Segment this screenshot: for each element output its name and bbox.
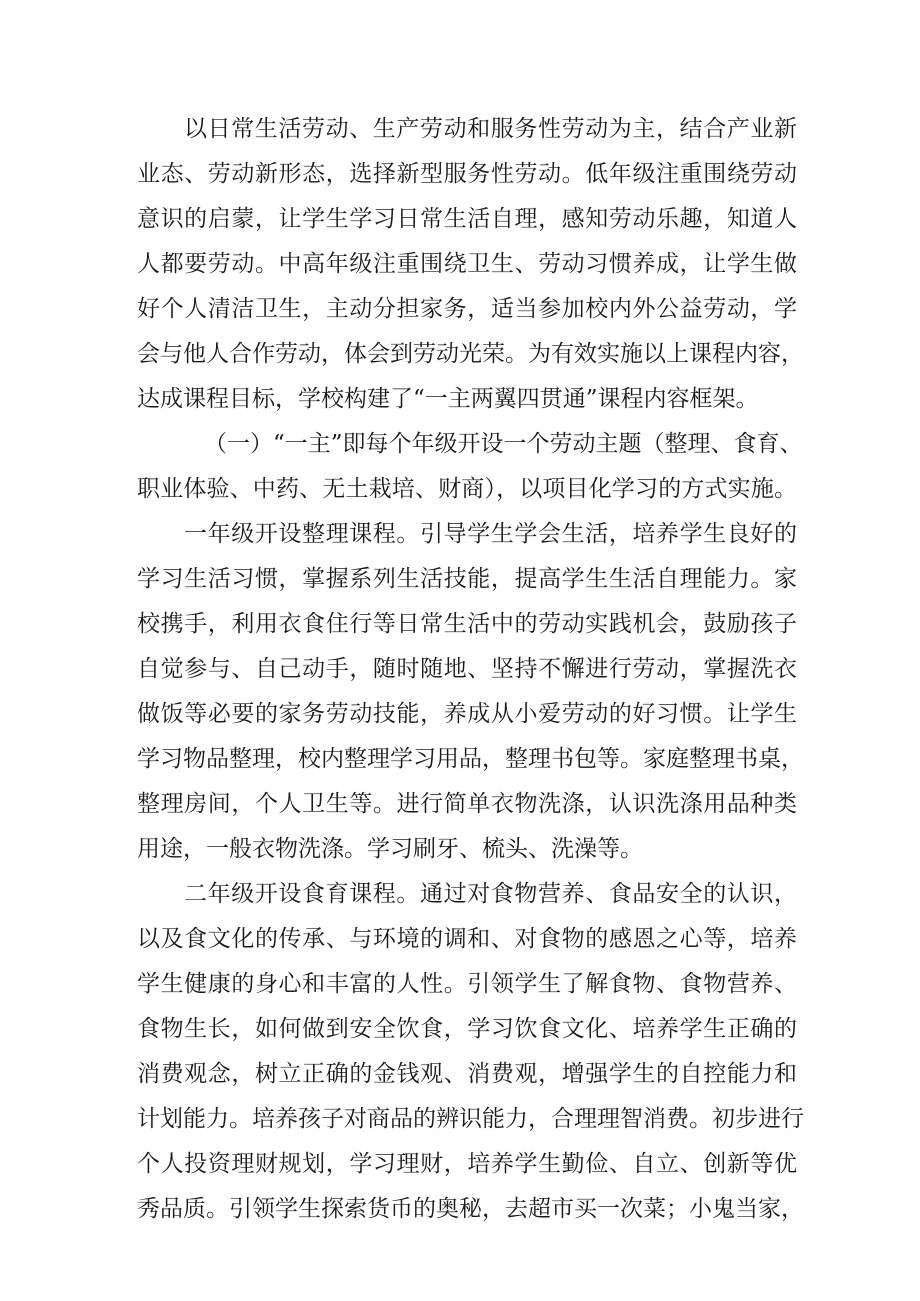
paragraph-3-line-5: 做饭等必要的家务劳动技能，养成从小爱劳动的好习惯。让学生	[137, 701, 797, 727]
paragraph-4-line-7: 个人投资理财规划，学习理财，培养学生勤俭、自立、创新等优	[137, 1151, 797, 1177]
paragraph-4-line-3: 学生健康的身心和丰富的人性。引领学生了解食物、食物营养、	[137, 971, 797, 997]
paragraph-1-line-6: 会与他人合作劳动，体会到劳动光荣。为有效实施以上课程内容，	[137, 341, 804, 367]
paragraph-3-line-2: 学习生活习惯，掌握系列生活技能，提高学生生活自理能力。家	[137, 566, 797, 592]
paragraph-1-line-7: 达成课程目标，学校构建了“一主两翼四贯通”课程内容框架。	[137, 386, 759, 412]
paragraph-3-line-3: 校携手，利用衣食住行等日常生活中的劳动实践机会，鼓励孩子	[137, 611, 797, 637]
paragraph-1-line-5: 好个人清洁卫生，主动分担家务，适当参加校内外公益劳动，学	[137, 296, 797, 322]
paragraph-1-line-4: 人都要劳动。中高年级注重围绕卫生、劳动习惯养成，让学生做	[137, 251, 797, 277]
paragraph-2-line-1: （一）“一主”即每个年级开设一个劳动主题（整理、食育、	[204, 431, 803, 457]
paragraph-1-line-1: 以日常生活劳动、生产劳动和服务性劳动为主，结合产业新	[184, 116, 797, 142]
paragraph-4-line-4: 食物生长，如何做到安全饮食，学习饮食文化、培养学生正确的	[137, 1016, 797, 1042]
paragraph-3-line-1: 一年级开设整理课程。引导学生学会生活，培养学生良好的	[184, 521, 797, 547]
paragraph-2-line-2: 职业体验、中药、无土栽培、财商），以项目化学习的方式实施。	[137, 476, 797, 502]
paragraph-4-line-6: 计划能力。培养孩子对商品的辨识能力，合理理智消费。初步进行	[137, 1106, 804, 1132]
paragraph-4-line-1: 二年级开设食育课程。通过对食物营养、食品安全的认识，	[184, 881, 797, 907]
paragraph-4-line-2: 以及食文化的传承、与环境的调和、对食物的感恩之心等，培养	[137, 926, 797, 952]
paragraph-3-line-4: 自觉参与、自己动手，随时随地、坚持不懈进行劳动，掌握洗衣	[137, 656, 797, 682]
paragraph-3-line-8: 用途，一般衣物洗涤。学习刷牙、梳头、洗澡等。	[137, 836, 643, 862]
paragraph-4-line-5: 消费观念，树立正确的金钱观、消费观，增强学生的自控能力和	[137, 1061, 797, 1087]
paragraph-4-line-8: 秀品质。引领学生探索货币的奥秘，去超市买一次菜；小鬼当家，	[137, 1196, 804, 1222]
paragraph-1-line-2: 业态、劳动新形态，选择新型服务性劳动。低年级注重围绕劳动	[137, 161, 797, 187]
paragraph-3-line-6: 学习物品整理，校内整理学习用品，整理书包等。家庭整理书桌，	[137, 746, 804, 772]
paragraph-1-line-3: 意识的启蒙，让学生学习日常生活自理，感知劳动乐趣，知道人	[137, 206, 797, 232]
paragraph-3-line-7: 整理房间，个人卫生等。进行简单衣物洗涤，认识洗涤用品种类	[137, 791, 797, 817]
